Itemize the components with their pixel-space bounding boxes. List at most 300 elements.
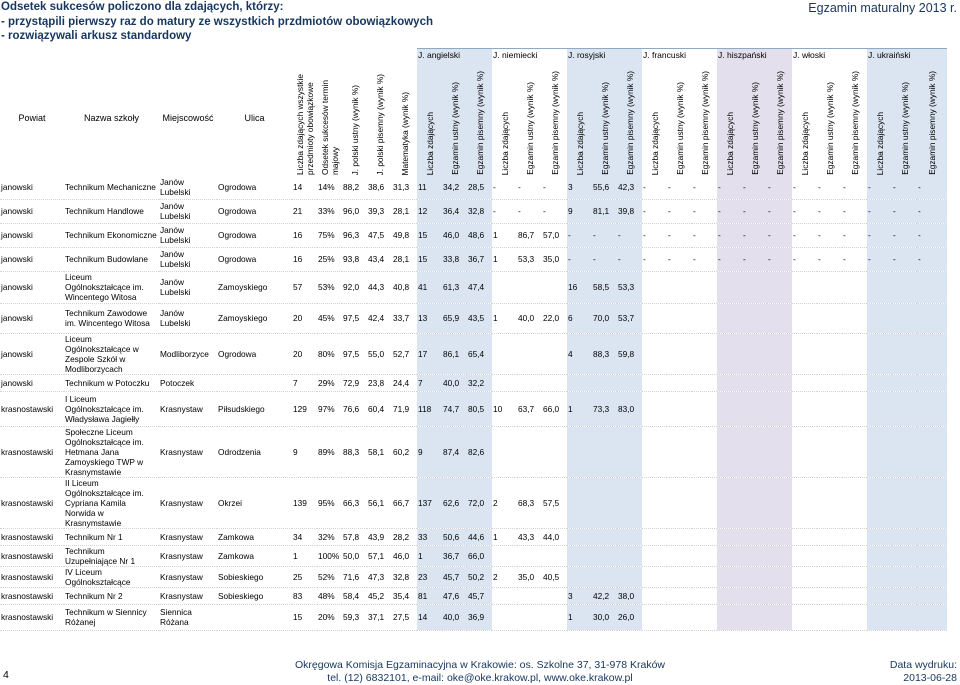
cell-value: 11	[417, 175, 442, 199]
cell-value: 65,4	[467, 333, 492, 374]
cell-value	[867, 271, 892, 303]
cell-value: 38,0	[617, 587, 642, 604]
cell-value: -	[917, 223, 947, 247]
cell-value: 59,8	[617, 333, 642, 374]
cell-value: -	[792, 199, 817, 223]
cell-value	[792, 333, 817, 374]
language-group-header: J. angielski	[417, 49, 492, 62]
cell-value: 83	[292, 587, 317, 604]
column-header	[567, 61, 592, 175]
cell-value: 39,3	[367, 199, 392, 223]
cell-town: Krasnystaw	[159, 566, 217, 587]
cell-value: 25	[292, 566, 317, 587]
cell-value	[742, 391, 767, 426]
cell-value	[917, 391, 947, 426]
cell-value: 16	[567, 271, 592, 303]
cell-value	[792, 477, 817, 528]
cell-value: 28,5	[467, 175, 492, 199]
cell-value: -	[842, 223, 867, 247]
cell-value: 16	[292, 247, 317, 271]
cell-value	[717, 374, 742, 391]
cell-value: 50,0	[342, 545, 367, 566]
cell-value	[517, 271, 542, 303]
cell-town: Krasnystaw	[159, 545, 217, 566]
cell-value: 36,9	[467, 604, 492, 630]
cell-value: -	[642, 223, 667, 247]
cell-street: Zamkowa	[217, 528, 292, 545]
cell-value: 42,3	[617, 175, 642, 199]
cell-district: janowski	[0, 333, 64, 374]
cell-value	[892, 426, 917, 477]
cell-value: 129	[292, 391, 317, 426]
cell-value: 32,8	[467, 199, 492, 223]
cell-value	[742, 545, 767, 566]
column-header	[842, 61, 867, 175]
cell-value: 73,3	[592, 391, 617, 426]
column-header	[917, 61, 947, 175]
cell-value: -	[892, 247, 917, 271]
cell-value	[692, 545, 717, 566]
cell-value: 71,9	[392, 391, 417, 426]
cell-value	[917, 271, 947, 303]
cell-value	[692, 333, 717, 374]
cell-school-name: Technikum Handlowe	[64, 199, 159, 223]
cell-value: 47,5	[367, 223, 392, 247]
cell-value: 7	[292, 374, 317, 391]
column-header	[417, 61, 442, 175]
cell-value: 47,4	[467, 271, 492, 303]
column-header	[692, 61, 717, 175]
cell-value	[767, 528, 792, 545]
cell-value	[542, 426, 567, 477]
cell-value	[592, 374, 617, 391]
cell-value: 35,0	[517, 566, 542, 587]
cell-value	[667, 426, 692, 477]
cell-value	[642, 477, 667, 528]
cell-value: 118	[417, 391, 442, 426]
cell-value: 92,0	[342, 271, 367, 303]
column-header	[392, 61, 417, 175]
cell-value: 4	[567, 333, 592, 374]
cell-value	[917, 545, 947, 566]
cell-value	[717, 391, 742, 426]
cell-value: 83,0	[617, 391, 642, 426]
cell-value	[667, 374, 692, 391]
cell-district: krasnostawski	[0, 587, 64, 604]
cell-value	[742, 587, 767, 604]
cell-value	[767, 604, 792, 630]
cell-value	[567, 426, 592, 477]
cell-value	[617, 426, 642, 477]
cell-school-name: Technikum Nr 1	[64, 528, 159, 545]
cell-value: 72,9	[342, 374, 367, 391]
cell-value	[892, 477, 917, 528]
cell-value: 96,3	[342, 223, 367, 247]
cell-value: -	[742, 223, 767, 247]
cell-value	[867, 604, 892, 630]
cell-value: 50,6	[442, 528, 467, 545]
cell-value	[792, 604, 817, 630]
cell-value: 35,0	[542, 247, 567, 271]
cell-value: 57,8	[342, 528, 367, 545]
cell-town: Janów Lubelski	[159, 175, 217, 199]
column-header-label: Liczba zdających	[649, 111, 660, 175]
table-row	[0, 566, 947, 587]
cell-value	[892, 271, 917, 303]
column-header-label: J. polski ustny (wynik %)	[349, 84, 360, 175]
cell-district: janowski	[0, 303, 64, 333]
cell-value	[767, 271, 792, 303]
results-table	[0, 48, 947, 631]
cell-town: Krasnystaw	[159, 391, 217, 426]
cell-value: -	[917, 247, 947, 271]
cell-value	[667, 333, 692, 374]
column-header-label: Liczba zdających	[499, 111, 510, 175]
cell-value: 76,6	[342, 391, 367, 426]
cell-value: 1	[292, 545, 317, 566]
cell-value: 36,7	[467, 247, 492, 271]
cell-value: 33,7	[392, 303, 417, 333]
cell-value: 44,6	[467, 528, 492, 545]
column-header	[367, 61, 392, 175]
cell-value: 86,7	[517, 223, 542, 247]
cell-district: janowski	[0, 374, 64, 391]
cell-value	[792, 391, 817, 426]
cell-street: Ogrodowa	[217, 223, 292, 247]
cell-value	[792, 271, 817, 303]
cell-value	[842, 528, 867, 545]
cell-value: -	[542, 199, 567, 223]
cell-value	[842, 391, 867, 426]
cell-value: 97,5	[342, 333, 367, 374]
cell-value: 56,1	[367, 477, 392, 528]
cell-value	[817, 333, 842, 374]
cell-value: 37,1	[367, 604, 392, 630]
table-row	[0, 426, 947, 477]
cell-value	[667, 587, 692, 604]
cell-district: krasnostawski	[0, 604, 64, 630]
cell-value	[492, 374, 517, 391]
cell-value: -	[492, 199, 517, 223]
cell-value	[742, 271, 767, 303]
column-header	[467, 61, 492, 175]
cell-value	[917, 566, 947, 587]
cell-school-name: Społeczne Liceum Ogólnokształcące im. Hetmana Jana Zamoyskiego TWP w Krasnymstawie	[64, 426, 159, 477]
cell-value	[567, 477, 592, 528]
cell-value: 63,7	[517, 391, 542, 426]
cell-value: 42,4	[367, 303, 392, 333]
cell-value: 66,0	[542, 391, 567, 426]
cell-value	[492, 604, 517, 630]
cell-value	[842, 477, 867, 528]
cell-street: Sobieskiego	[217, 566, 292, 587]
cell-value: -	[717, 247, 742, 271]
cell-value	[717, 528, 742, 545]
cell-value: 58,4	[342, 587, 367, 604]
cell-value	[642, 604, 667, 630]
table-row	[0, 199, 947, 223]
language-group-header: J. francuski	[642, 49, 717, 62]
cell-value	[742, 528, 767, 545]
cell-value	[717, 271, 742, 303]
cell-school-name: Technikum Budowlane	[64, 247, 159, 271]
cell-value: -	[917, 175, 947, 199]
cell-value	[592, 477, 617, 528]
cell-value	[867, 477, 892, 528]
cell-value	[542, 333, 567, 374]
cell-value: -	[717, 199, 742, 223]
cell-value: 45,7	[442, 566, 467, 587]
cell-value	[567, 566, 592, 587]
column-header-label: Liczba zdających	[574, 111, 585, 175]
cell-value: 86,1	[442, 333, 467, 374]
exam-title: Egzamin maturalny 2013 r.	[808, 1, 957, 15]
cell-value	[917, 528, 947, 545]
cell-value	[792, 545, 817, 566]
column-header-label: Liczba zdających wszystkie przedmioty obowiązkowe	[294, 74, 315, 175]
cell-street	[217, 604, 292, 630]
cell-value	[792, 566, 817, 587]
column-header-label: Egzamin pisemny (wynik %)	[699, 71, 710, 175]
cell-value	[917, 333, 947, 374]
print-date: 2013-06-28	[903, 672, 957, 684]
cell-value: 29%	[317, 374, 342, 391]
cell-value: 53,3	[617, 271, 642, 303]
cell-value: 48%	[317, 587, 342, 604]
cell-value	[817, 604, 842, 630]
cell-town: Janów Lubelski	[159, 223, 217, 247]
cell-value: 45,7	[467, 587, 492, 604]
header-line: - przystąpili pierwszy raz do matury ze wszystkich przdmiotów obowiązkowych	[1, 15, 433, 28]
cell-value: 34,2	[442, 175, 467, 199]
cell-street: Ogrodowa	[217, 199, 292, 223]
cell-value: 61,3	[442, 271, 467, 303]
cell-value	[567, 374, 592, 391]
cell-value: 24,4	[392, 374, 417, 391]
cell-value: 2	[492, 566, 517, 587]
cell-value: 40,0	[442, 604, 467, 630]
cell-value	[542, 545, 567, 566]
cell-value	[667, 391, 692, 426]
cell-town: Potoczek	[159, 374, 217, 391]
cell-value	[892, 587, 917, 604]
column-header	[292, 61, 317, 175]
cell-district: krasnostawski	[0, 477, 64, 528]
cell-value: 66,7	[392, 477, 417, 528]
cell-value: 6	[567, 303, 592, 333]
cell-value	[692, 271, 717, 303]
cell-value: -	[667, 247, 692, 271]
cell-school-name: Technikum Nr 2	[64, 587, 159, 604]
cell-value: -	[692, 223, 717, 247]
cell-value: 22,0	[542, 303, 567, 333]
cell-value	[692, 426, 717, 477]
cell-value: -	[642, 175, 667, 199]
cell-value	[642, 391, 667, 426]
cell-value: 97,5	[342, 303, 367, 333]
table-row	[0, 528, 947, 545]
cell-value: 32%	[317, 528, 342, 545]
cell-value: 57,1	[367, 545, 392, 566]
cell-street: Okrzei	[217, 477, 292, 528]
cell-value	[792, 528, 817, 545]
cell-value	[642, 374, 667, 391]
cell-value: 23	[417, 566, 442, 587]
cell-value: 12	[417, 199, 442, 223]
cell-value	[867, 587, 892, 604]
cell-town: Krasnystaw	[159, 477, 217, 528]
cell-value: 32,8	[392, 566, 417, 587]
cell-value: 55,0	[367, 333, 392, 374]
cell-value: -	[767, 199, 792, 223]
cell-value	[792, 303, 817, 333]
cell-value: 15	[417, 223, 442, 247]
column-header	[342, 61, 367, 175]
cell-town: Siennica Różana	[159, 604, 217, 630]
cell-value: 23,8	[367, 374, 392, 391]
cell-value	[717, 566, 742, 587]
language-group-header: J. niemiecki	[492, 49, 567, 62]
cell-value: -	[617, 247, 642, 271]
cell-value	[742, 426, 767, 477]
table-row	[0, 477, 947, 528]
cell-value: 96,0	[342, 199, 367, 223]
cell-value: -	[742, 175, 767, 199]
cell-district: janowski	[0, 223, 64, 247]
cell-value: -	[892, 175, 917, 199]
cell-value: 88,3	[592, 333, 617, 374]
cell-value	[642, 426, 667, 477]
cell-street: Zamoyskiego	[217, 271, 292, 303]
column-header-label: Egzamin pisemny (wynik %)	[927, 71, 937, 175]
cell-value	[917, 426, 947, 477]
cell-value: -	[867, 223, 892, 247]
cell-value: 45,2	[367, 587, 392, 604]
cell-value: -	[817, 223, 842, 247]
column-header: Nazwa szkoły	[83, 113, 139, 123]
cell-value: 74,7	[442, 391, 467, 426]
cell-district: krasnostawski	[0, 426, 64, 477]
cell-value: 81	[417, 587, 442, 604]
column-header-label: Egzamin ustny (wynik %)	[449, 82, 460, 175]
cell-value: -	[667, 199, 692, 223]
cell-value: 46,0	[442, 223, 467, 247]
cell-value	[792, 587, 817, 604]
cell-value: 43,3	[517, 528, 542, 545]
cell-district: krasnostawski	[0, 545, 64, 566]
cell-value	[867, 303, 892, 333]
cell-value: 9	[292, 426, 317, 477]
cell-value	[867, 545, 892, 566]
cell-school-name: Technikum w Potoczku	[64, 374, 159, 391]
cell-town: Janów Lubelski	[159, 247, 217, 271]
cell-value	[642, 566, 667, 587]
cell-value	[542, 271, 567, 303]
column-header-label: Liczba zdających	[874, 111, 885, 175]
cell-value	[542, 604, 567, 630]
cell-value: -	[817, 199, 842, 223]
cell-value: 88,2	[342, 175, 367, 199]
cell-value	[817, 528, 842, 545]
cell-value: 17	[417, 333, 442, 374]
cell-value: -	[767, 223, 792, 247]
cell-value: -	[817, 247, 842, 271]
column-header-label: Egzamin ustny (wynik %)	[524, 82, 535, 175]
page-number: 4	[3, 669, 9, 681]
report-header	[1, 0, 433, 44]
cell-value	[767, 391, 792, 426]
cell-value: -	[667, 175, 692, 199]
cell-school-name: Technikum w Siennicy Różanej	[64, 604, 159, 630]
cell-value: 45%	[317, 303, 342, 333]
cell-value: -	[842, 175, 867, 199]
cell-value	[767, 303, 792, 333]
column-header-label: Liczba zdających	[424, 111, 435, 175]
cell-value: 88,3	[342, 426, 367, 477]
column-header	[617, 61, 642, 175]
cell-value: 40,0	[442, 374, 467, 391]
cell-value	[692, 477, 717, 528]
cell-value	[767, 587, 792, 604]
cell-value	[667, 528, 692, 545]
cell-value: 25%	[317, 247, 342, 271]
cell-value	[667, 303, 692, 333]
cell-value: 41	[417, 271, 442, 303]
column-header	[717, 61, 742, 175]
cell-value: 40,0	[517, 303, 542, 333]
cell-value: 40,8	[392, 271, 417, 303]
cell-value: 40,5	[542, 566, 567, 587]
cell-value	[892, 333, 917, 374]
cell-value: 1	[567, 391, 592, 426]
cell-value	[642, 528, 667, 545]
cell-value	[592, 528, 617, 545]
cell-value: -	[792, 223, 817, 247]
cell-value: 65,9	[442, 303, 467, 333]
cell-value: -	[892, 199, 917, 223]
cell-value: -	[492, 175, 517, 199]
cell-value: 1	[492, 303, 517, 333]
cell-value: -	[717, 223, 742, 247]
cell-value	[817, 303, 842, 333]
cell-value: 28,1	[392, 199, 417, 223]
cell-value	[692, 391, 717, 426]
cell-value	[917, 477, 947, 528]
cell-value: 20%	[317, 604, 342, 630]
cell-school-name: Technikum Uzupełniające Nr 1	[64, 545, 159, 566]
cell-value: 55,6	[592, 175, 617, 199]
cell-value	[842, 545, 867, 566]
cell-value: 14	[292, 175, 317, 199]
cell-value: 9	[417, 426, 442, 477]
cell-school-name: Liceum Ogólnokształcące w Zespole Szkół w Modliborzycach	[64, 333, 159, 374]
cell-value: -	[692, 247, 717, 271]
cell-value: 70,0	[592, 303, 617, 333]
cell-value: 10	[492, 391, 517, 426]
cell-value	[717, 604, 742, 630]
cell-value	[867, 374, 892, 391]
cell-value: 137	[417, 477, 442, 528]
cell-value	[767, 333, 792, 374]
cell-value: -	[542, 175, 567, 199]
cell-value: 52,7	[392, 333, 417, 374]
column-header	[592, 61, 617, 175]
print-label: Data wydruku:	[889, 659, 957, 671]
cell-value: -	[617, 223, 642, 247]
cell-value: 33%	[317, 199, 342, 223]
cell-value: 13	[417, 303, 442, 333]
cell-street: Ogrodowa	[217, 247, 292, 271]
